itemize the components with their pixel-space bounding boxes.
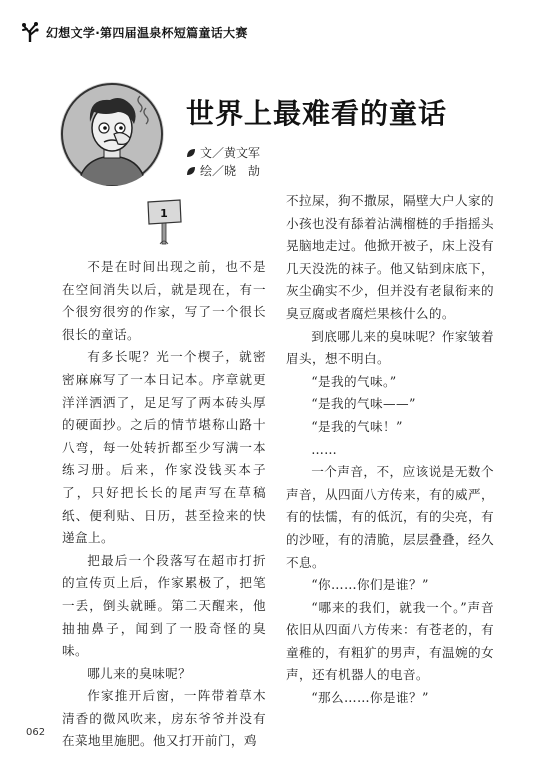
paragraph: 不是在时间出现之前，也不是在空间消失以后，就是现在，有一个很穷很穷的作家，写了一个很长很长的童话。 — [62, 259, 266, 342]
tree-logo-icon — [20, 21, 40, 43]
leaf-bullet-icon — [186, 148, 196, 158]
page-number: 062 — [26, 727, 46, 738]
dialogue-line: “是我的气味。” — [311, 373, 397, 389]
dialogue-line: “你……你们是谁？” — [311, 577, 429, 593]
text-column-right — [286, 190, 494, 710]
leaf-bullet-icon — [186, 166, 196, 176]
article-title: 世界上最难看的童话 — [186, 97, 448, 130]
author-credit-text: 文／黄文军 — [200, 146, 261, 160]
paragraph: 到底哪儿来的臭味呢？作家皱着眉头，想不明白。 — [286, 328, 494, 367]
paragraph: 哪儿来的臭味呢？ — [87, 665, 192, 681]
text-column-left — [62, 256, 266, 753]
paragraph: 作家推开后窗，一阵带着草木清香的微风吹来，房东爷爷并没有在菜地里施肥。他又打开前门，鸡 — [62, 688, 266, 749]
chapter-signpost-icon — [144, 196, 184, 246]
paragraph: 有多长呢？光一个楔子，就密密麻麻写了一本日记本。序章就更洋洋洒洒了，足足写了两本砖头厚的硬面抄。之后的情节堪称山路十八弯，每一处转折都至少写满一本练习册。后来，作家没钱买本子了，只好把长长的尾声写在草稿纸、便利贴、日历，甚至捡来的快递盒上。 — [62, 349, 266, 546]
chapter-number: 1 — [160, 207, 168, 220]
dialogue-line: “是我的气味——” — [311, 396, 416, 412]
dialogue-line: “是我的气味！” — [311, 418, 403, 434]
paragraph: 把最后一个段落写在超市打折的宣传页上后，作家累极了，把笔一丢，倒头就睡。第二天醒来，他抽抽鼻子，闻到了一股奇怪的臭味。 — [62, 552, 266, 659]
author-portrait-illustration — [60, 82, 164, 186]
illustrator-credit-text: 绘／晓 劼 — [200, 164, 261, 178]
author-credit — [186, 144, 260, 161]
paragraph-continuation: 不拉屎，狗不撒尿，隔壁大户人家的小孩也没有舔着沾满榴梿的手指摇头晃脑地走过。他掀开被子，床上没有几天没洗的袜子。他又钻到床底下，灰尘确实不少，但并没有老鼠衔来的臭豆腐或者腐烂果核什么的。 — [286, 193, 494, 321]
ellipsis-line: …… — [311, 441, 338, 457]
paragraph: “哪来的我们，就我一个。”声音依旧从四面八方传来：有苍老的，有童稚的，有粗犷的男声，有温婉的女声，还有机器人的电音。 — [286, 599, 494, 683]
illustrator-credit — [186, 162, 260, 179]
paragraph: 一个声音，不，应该说是无数个声音，从四面八方传来，有的威严，有的怯懦，有的低沉，有的尖亮，有的沙哑，有的清脆，层层叠叠，经久不息。 — [286, 464, 494, 570]
series-title: 幻想文学·第四届温泉杯短篇童话大赛 — [46, 25, 248, 40]
magazine-header — [20, 20, 248, 44]
dialogue-line: “那么……你是谁？” — [311, 690, 429, 706]
